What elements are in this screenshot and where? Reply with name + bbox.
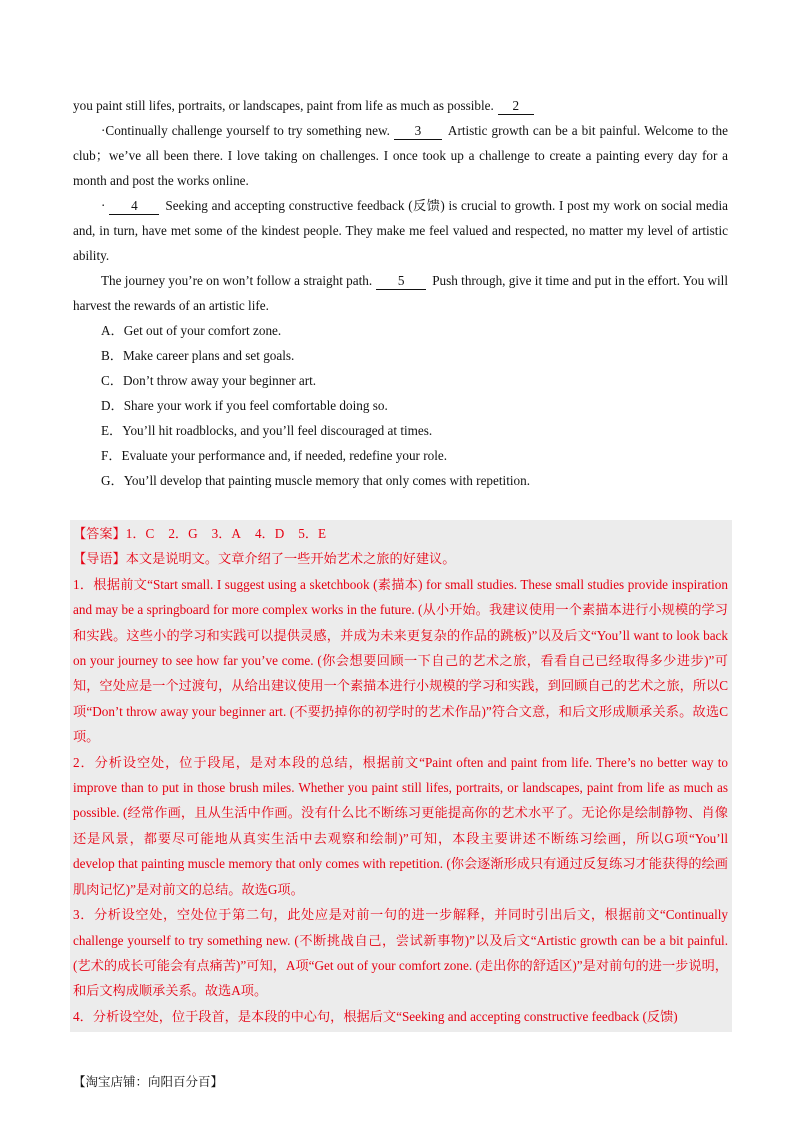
answer-item: 1．C xyxy=(125,526,155,541)
option-f: F．Evaluate your performance and, if needed, redefine your role. xyxy=(101,448,448,463)
answer-item: 4．D xyxy=(254,526,285,541)
option-c: C．Don’t throw away your beginner art. xyxy=(101,373,317,388)
blank-4: 4 xyxy=(109,198,159,215)
option-e: E．You’ll hit roadblocks, and you’ll feel discouraged at times. xyxy=(101,423,433,438)
answer-label: 【答案】 xyxy=(73,526,126,541)
blank-2: 2 xyxy=(498,98,534,115)
passage-text: ·Continually challenge yourself to try something new. xyxy=(101,123,390,138)
passage-text: Artistic growth can be a bit painful. Welcome to the club；we’ve all been there. I love taking on challenges. I once took up a challenge to create a painting every day for a month and post the works online. xyxy=(73,123,728,188)
explanation-1: 1．根据前文“Start small. I suggest using a sketchbook (素描本) for small studies. These small studies provide inspiration and may be a springboard for more complex works in the future. (从小开始。我建议使用一个素描本进行小规模的学习和实践。这些小的学习和实践可以提供灵感，并成为未来更复杂的作品的跳板)”以及后文“You’ll want to look back on your journey to see how far you’ve come. (你会想要回顾一下自己的艺术之旅，看看自己已经取得多少进步)”可知，空处应是一个过渡句，从给出建议使用一个素描本进行小规模的学习和实践，到回顾自己的艺术之旅，所以C项“Don’t throw away your beginner art. (不要扔掉你的初学时的艺术作品)”符合文意，和后文形成顺承关系。故选C项。 xyxy=(73,576,728,745)
answer-section xyxy=(73,521,728,1029)
guide-text: 【导语】本文是说明文。文章介绍了一些开始艺术之旅的好建议。 xyxy=(73,551,456,567)
explanation-4: 4．分析设空处，位于段首，是本段的中心句，根据后文“Seeking and accepting constructive feedback (反馈) xyxy=(73,1008,678,1024)
option-g: G．You’ll develop that painting muscle memory that only comes with repetition. xyxy=(101,473,531,488)
passage-paragraph-4 xyxy=(73,268,728,318)
passage-text: Push through, give it time and put in the effort. You will harvest the rewards of an artistic life. xyxy=(73,273,729,313)
answer-item: 3．A xyxy=(211,526,241,541)
passage-text: The journey you’re on won’t follow a straight path. xyxy=(101,273,373,288)
answer-item: 2．G xyxy=(168,526,198,541)
answer-item: 5．E xyxy=(298,526,327,541)
passage-paragraph-2 xyxy=(73,118,728,193)
blank-5: 5 xyxy=(376,273,426,290)
passage-paragraph-1 xyxy=(73,93,728,118)
reading-passage xyxy=(73,93,728,493)
explanation-2: 2．分析设空处，位于段尾，是对本段的总结，根据前文“Paint often and paint from life. There’s no better way to improve than to put in those brush miles. Whether you paint still lifes, portraits, or landscapes, paint from life as much as possible. (经常作画，且从生活中作画。没有什么比不断练习更能提高你的艺术水平了。无论你是绘制静物、肖像还是风景，都要尽可能地从真实生活中去观察和绘制)”可知，本段主要讲述不断练习绘画，所以G项“You’ll develop that painting muscle memory that only comes with repetition. (你会逐渐形成只有通过反复练习才能获得的绘画肌肉记忆)”是对前文的总结。故选G项。 xyxy=(73,754,728,897)
blank-3: 3 xyxy=(394,123,442,140)
explanation-3: 3．分析设空处，空处位于第二句，此处应是对前一句的进一步解释，并同时引出后文，根据前文“Continually challenge yourself to try something new. (不断挑战自己，尝试新事物)”以及后文“Artistic growth can be a bit painful. (艺术的成长可能会有点痛苦)”可知，A项“Get out of your comfort zone. (走出你的舒适区)”是对前句的进一步说明，和后文构成顺承关系。故选A项。 xyxy=(73,907,728,999)
passage-paragraph-3 xyxy=(73,193,728,268)
option-list xyxy=(73,318,728,493)
passage-text: Seeking and accepting constructive feedback (反馈) is crucial to growth. I post my work on social media and, in turn, have met some of the kindest people. They make me feel valued and respected, no matter my level of artistic ability. xyxy=(73,198,728,263)
footer-shop-label: 【淘宝店铺：向阳百分百】 xyxy=(73,1075,224,1089)
passage-text: · xyxy=(101,198,106,213)
passage-text: you paint still lifes, portraits, or landscapes, paint from life as much as possible. xyxy=(73,98,494,113)
answer-key xyxy=(73,521,728,546)
option-a: A．Get out of your comfort zone. xyxy=(101,323,282,338)
option-b: B．Make career plans and set goals. xyxy=(101,348,295,363)
option-d: D．Share your work if you feel comfortable doing so. xyxy=(101,398,388,413)
